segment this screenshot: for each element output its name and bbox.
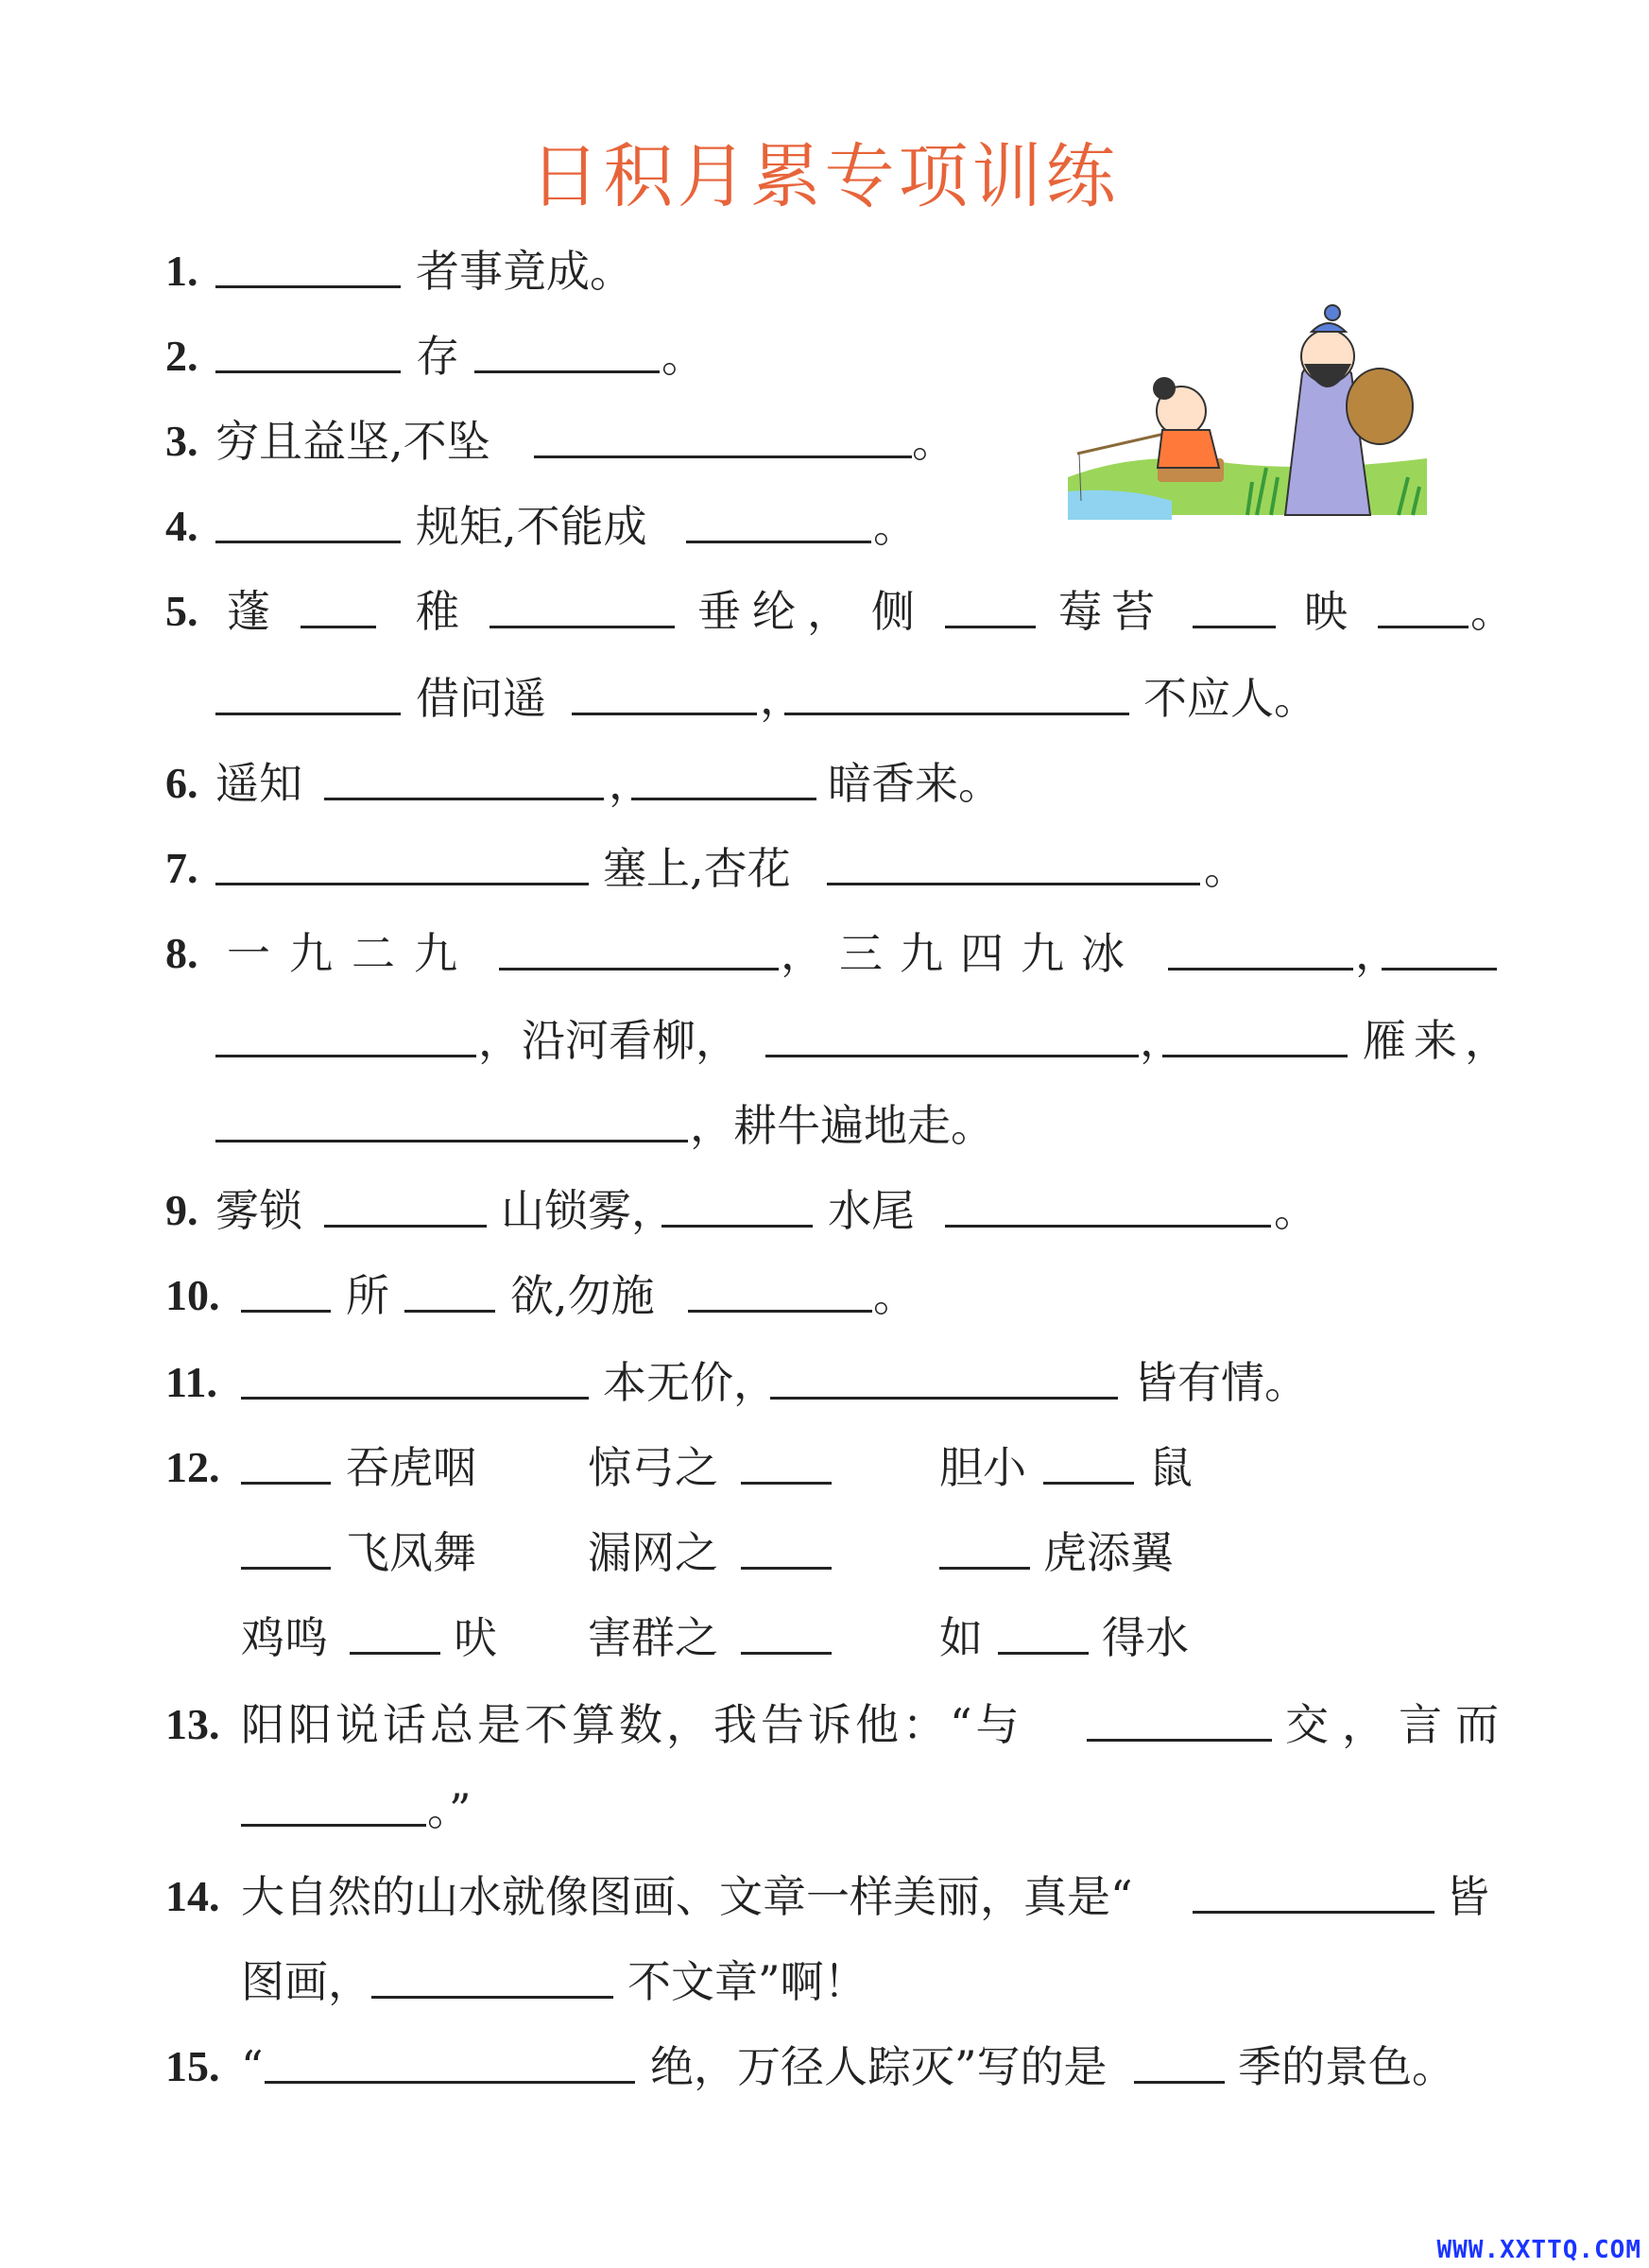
question-text: 一九二九 <box>227 928 476 979</box>
watermark: WWW.XXTTQ.COM <box>1436 2236 1641 2264</box>
answer-blank[interactable] <box>1378 626 1469 628</box>
question-text: 阳阳说话总是不算数，我告诉他：“与 <box>241 1699 1023 1750</box>
idiom-text: 鼠 <box>1149 1442 1193 1493</box>
question-text: 大自然的山水就像图画、文章一样美丽，真是“ <box>241 1871 1133 1922</box>
answer-blank[interactable] <box>301 626 376 628</box>
question-text: 欲,勿施 <box>510 1270 655 1321</box>
question-text: 交，言而 <box>1285 1699 1512 1750</box>
question-text: 本无价， <box>603 1357 777 1408</box>
answer-blank[interactable] <box>661 1225 813 1228</box>
answer-blank[interactable] <box>534 455 912 458</box>
answer-blank[interactable] <box>1043 1482 1134 1485</box>
answer-blank[interactable] <box>572 713 757 715</box>
question-text: 。 <box>1274 1185 1317 1236</box>
question-13-line-2 <box>0 1777 1649 1843</box>
question-text: ， <box>781 928 824 979</box>
question-5 <box>0 578 1649 644</box>
question-text: ， <box>760 673 803 724</box>
answer-blank[interactable] <box>939 1567 1030 1570</box>
question-text: 垂纶， <box>697 586 862 637</box>
answer-blank[interactable] <box>741 1567 832 1570</box>
answer-blank[interactable] <box>741 1482 832 1485</box>
answer-blank[interactable] <box>1087 1739 1272 1742</box>
idiom-text: 得水 <box>1102 1612 1189 1663</box>
answer-blank[interactable] <box>241 1567 331 1570</box>
question-number: 5. <box>165 587 198 635</box>
question-text: ， <box>609 758 652 809</box>
idiom-text: 鸡鸣 <box>241 1612 328 1663</box>
question-text: 不应人。 <box>1143 673 1317 724</box>
question-text: 映 <box>1304 586 1348 637</box>
answer-blank[interactable] <box>241 1310 331 1313</box>
question-text: 。 <box>1204 843 1247 894</box>
answer-blank[interactable] <box>474 370 660 373</box>
question-text: 存 <box>416 331 459 382</box>
question-number: 2. <box>165 332 198 380</box>
question-number: 3. <box>165 417 198 465</box>
question-number: 14. <box>165 1872 220 1920</box>
answer-blank[interactable] <box>741 1652 832 1655</box>
idiom-text: 如 <box>939 1612 983 1663</box>
question-text: 。” <box>427 1784 472 1835</box>
question-text: 皆 <box>1446 1871 1489 1922</box>
question-number: 7. <box>165 844 198 892</box>
answer-blank[interactable] <box>324 798 604 800</box>
question-number: 10. <box>165 1271 220 1319</box>
answer-blank[interactable] <box>350 1652 440 1655</box>
answer-blank[interactable] <box>215 1140 688 1143</box>
question-text: 。 <box>912 416 955 467</box>
answer-blank[interactable] <box>404 1310 495 1313</box>
answer-blank[interactable] <box>1193 1911 1434 1914</box>
answer-blank[interactable] <box>1193 626 1276 628</box>
answer-blank[interactable] <box>215 370 401 373</box>
answer-blank[interactable] <box>215 285 401 288</box>
question-5-line-2 <box>0 665 1649 731</box>
question-text: 绝，万径人踪灭”写的是 <box>650 2041 1108 2092</box>
question-15 <box>0 2034 1649 2100</box>
answer-blank[interactable] <box>1162 1055 1348 1057</box>
idiom-text: 飞凤舞 <box>346 1527 476 1578</box>
question-number: 8. <box>165 929 198 977</box>
question-7 <box>0 835 1649 902</box>
question-text: 三九四九冰 <box>839 928 1142 979</box>
question-8-line-3 <box>0 1092 1649 1159</box>
question-text: 侧 <box>871 586 915 637</box>
answer-blank[interactable] <box>265 2081 635 2084</box>
idiom-text: 吠 <box>454 1612 497 1663</box>
answer-blank[interactable] <box>371 1996 613 1999</box>
answer-blank[interactable] <box>686 541 871 543</box>
question-number: 15. <box>165 2042 220 2090</box>
answer-blank[interactable] <box>945 1225 1271 1228</box>
question-text: 稚 <box>416 586 459 637</box>
answer-blank[interactable] <box>241 1824 426 1827</box>
answer-blank[interactable] <box>241 1482 331 1485</box>
answer-blank[interactable] <box>998 1652 1089 1655</box>
question-text: 季的景色。 <box>1238 2041 1455 2092</box>
question-number: 4. <box>165 502 198 550</box>
question-text: 遥知 <box>215 758 302 809</box>
question-6 <box>0 750 1649 816</box>
question-text: ， <box>1355 928 1399 979</box>
question-text: ，沿河看柳， <box>478 1015 739 1066</box>
idiom-text: 漏网之 <box>588 1527 718 1578</box>
question-13 <box>0 1692 1649 1758</box>
question-9 <box>0 1177 1649 1244</box>
question-text: 雁来， <box>1363 1015 1516 1066</box>
question-text: 所 <box>346 1270 389 1321</box>
question-text: ，耕牛遍地走。 <box>690 1100 994 1151</box>
question-14-line-2 <box>0 1949 1649 2015</box>
answer-blank[interactable] <box>1382 968 1497 971</box>
question-text: 。 <box>661 331 705 382</box>
question-text: 。 <box>1470 586 1514 637</box>
answer-blank[interactable] <box>631 798 816 800</box>
question-text: 者事竟成。 <box>416 246 633 297</box>
idiom-text: 惊弓之 <box>588 1442 718 1493</box>
question-11 <box>0 1349 1649 1416</box>
question-number: 11. <box>165 1358 217 1406</box>
answer-blank[interactable] <box>215 883 589 885</box>
question-10 <box>0 1263 1649 1329</box>
question-2 <box>0 323 1649 389</box>
question-number: 9. <box>165 1186 198 1234</box>
question-12-row-3 <box>0 1605 1649 1671</box>
question-number: 12. <box>165 1443 220 1491</box>
question-4 <box>0 493 1649 559</box>
question-text: 不文章”啊！ <box>627 1956 867 2007</box>
question-text: 规矩,不能成 <box>416 501 647 552</box>
answer-blank[interactable] <box>784 713 1129 715</box>
question-number: 1. <box>165 247 198 295</box>
question-text: 穷且益坚,不坠 <box>215 416 490 467</box>
question-number: 6. <box>165 759 198 807</box>
question-1 <box>0 238 1649 304</box>
answer-blank[interactable] <box>215 1055 476 1057</box>
answer-blank[interactable] <box>688 1310 872 1313</box>
answer-blank[interactable] <box>770 1397 1118 1400</box>
idiom-text: 虎添翼 <box>1043 1527 1174 1578</box>
answer-blank[interactable] <box>945 626 1036 628</box>
question-3 <box>0 408 1649 474</box>
question-text: 图画， <box>241 1956 371 2007</box>
question-text: ， <box>1140 1015 1183 1066</box>
question-text: “ <box>241 2041 264 2092</box>
question-number: 13. <box>165 1700 220 1748</box>
question-text: 莓苔 <box>1058 586 1164 637</box>
answer-blank[interactable] <box>241 1397 589 1400</box>
idiom-text: 吞虎咽 <box>346 1442 476 1493</box>
question-text: 蓬 <box>227 586 270 637</box>
idiom-text: 害群之 <box>588 1612 718 1663</box>
answer-blank[interactable] <box>215 541 401 543</box>
question-text: 塞上,杏花 <box>603 843 791 894</box>
question-text: 暗香来。 <box>828 758 1002 809</box>
answer-blank[interactable] <box>499 968 779 971</box>
question-text: 。 <box>873 501 917 552</box>
answer-blank[interactable] <box>827 883 1200 885</box>
question-text: 借问遥 <box>416 673 546 724</box>
question-12-row-2 <box>0 1520 1649 1586</box>
question-text: 水尾 <box>828 1185 915 1236</box>
question-text: 雾锁 <box>215 1185 302 1236</box>
question-text: 山锁雾， <box>501 1185 675 1236</box>
question-8-line-2 <box>0 1007 1649 1074</box>
answer-blank[interactable] <box>765 1055 1139 1057</box>
idiom-text: 胆小 <box>939 1442 1026 1493</box>
answer-blank[interactable] <box>1134 2081 1225 2084</box>
question-14 <box>0 1864 1649 1930</box>
answer-blank[interactable] <box>1168 968 1353 971</box>
answer-blank[interactable] <box>215 713 401 715</box>
question-12 <box>0 1435 1649 1501</box>
answer-blank[interactable] <box>490 626 675 628</box>
answer-blank[interactable] <box>324 1225 487 1228</box>
page-title: 日积月累专项训练 <box>529 136 1120 217</box>
question-text: 。 <box>873 1270 917 1321</box>
question-text: 皆有情。 <box>1134 1357 1308 1408</box>
question-8 <box>0 920 1649 987</box>
